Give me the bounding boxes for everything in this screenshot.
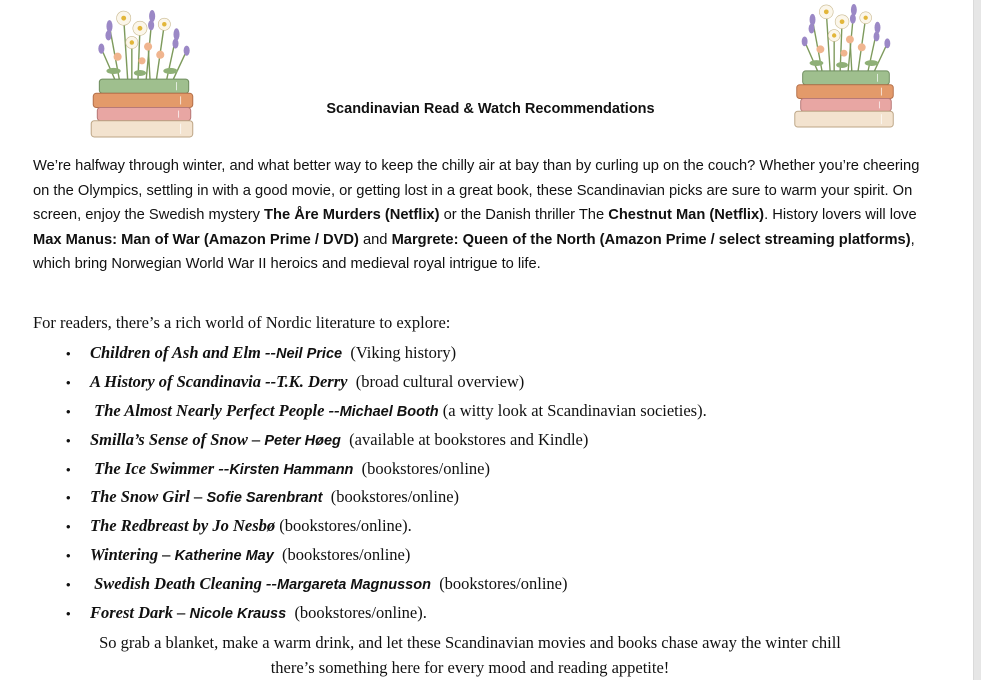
bullet-icon: • xyxy=(66,490,71,506)
book-title: The Almost Nearly Perfect People -- xyxy=(90,400,340,420)
bullet-icon: • xyxy=(66,519,71,535)
list-item xyxy=(66,368,707,397)
intro-text: We’re halfway through winter, and what better way to keep the chilly air at bay than by curling up on the couch? Whether you’re cheering on the Olympics, settling in with a good movie, or getting lost in a great book, these Scandinavian picks are sure to warm your spirit. On screen, enjoy the Swedish mystery xyxy=(33,158,920,224)
book-title: Children of Ash and Elm -- xyxy=(90,343,276,362)
list-item xyxy=(66,541,707,570)
book-note: (bookstores/online). xyxy=(275,516,412,536)
bullet-icon: • xyxy=(66,461,71,477)
book-note: (bookstores/online) xyxy=(430,574,568,594)
intro-paragraph xyxy=(33,154,933,277)
book-title: Swedish Death Cleaning -- xyxy=(90,574,278,594)
intro-text: . History lovers will love xyxy=(764,207,917,224)
book-author: Peter Høeg xyxy=(264,432,341,449)
book-title: The Ice Swimmer -- xyxy=(90,458,230,478)
list-item xyxy=(66,426,707,455)
bullet-icon: • xyxy=(66,374,71,390)
book-note: (a witty look at Scandinavian societies). xyxy=(438,400,707,420)
book-note: (bookstores/online). xyxy=(286,603,427,623)
book-stack-with-flowers-icon xyxy=(78,8,208,140)
intro-title-bold: Margrete: Queen of the North (Amazon Prime / select streaming platforms) xyxy=(391,231,911,248)
bullet-icon: • xyxy=(66,606,71,622)
bullet-icon: • xyxy=(66,548,71,564)
bullet-icon: • xyxy=(66,577,71,593)
book-author: Kirsten Hammann xyxy=(229,461,354,478)
intro-text: , which bring Norwegian World War II heroics and medieval royal intrigue to life. xyxy=(33,231,915,273)
bullet-icon: • xyxy=(66,403,71,419)
book-author: Nicole Krauss xyxy=(189,606,287,623)
list-item xyxy=(66,570,707,599)
intro-title-bold: The Åre Murders (Netflix) xyxy=(264,207,440,224)
page-title: Scandinavian Read & Watch Recommendations xyxy=(326,101,655,117)
book-note: (bookstores/online) xyxy=(322,487,460,507)
list-item xyxy=(66,512,707,541)
bullet-icon: • xyxy=(66,432,71,448)
book-title: Wintering – xyxy=(90,545,175,565)
list-item xyxy=(66,599,707,628)
closing-line: So grab a blanket, make a warm drink, and let these Scandinavian movies and books chase away the winter chill xyxy=(99,633,841,652)
book-title: Smilla’s Sense of Snow – xyxy=(90,429,265,449)
list-item xyxy=(66,339,707,368)
intro-title-bold: Max Manus: Man of War (Amazon Prime / DVD) xyxy=(33,231,359,248)
intro-text: and xyxy=(358,231,392,248)
scrollbar[interactable] xyxy=(973,0,981,680)
list-item xyxy=(66,483,707,512)
book-note: (Viking history) xyxy=(342,343,457,362)
book-author: Katherine May xyxy=(174,548,274,565)
bullet-icon: • xyxy=(66,346,71,361)
book-list xyxy=(66,339,707,628)
book-note: (bookstores/online) xyxy=(353,458,490,478)
book-author: Neil Price xyxy=(275,346,343,362)
book-note: (broad cultural overview) xyxy=(347,371,525,391)
book-author: Margareta Magnusson xyxy=(277,577,431,594)
intro-title-bold: Chestnut Man (Netflix) xyxy=(608,207,765,224)
book-author: Sofie Sarenbrant xyxy=(206,490,323,507)
closing-line: there’s something here for every mood and reading appetite! xyxy=(270,658,670,677)
closing-paragraph xyxy=(0,630,940,680)
book-title: The Redbreast by Jo Nesbø xyxy=(90,516,276,536)
list-item xyxy=(66,455,707,484)
book-title: Forest Dark – xyxy=(90,603,190,623)
book-title: The Snow Girl – xyxy=(90,487,207,507)
book-note: (available at bookstores and Kindle) xyxy=(340,429,589,449)
book-author: Michael Booth xyxy=(339,403,439,420)
book-title: A History of Scandinavia --T.K. Derry xyxy=(90,371,348,391)
intro-text: or the Danish thriller The xyxy=(439,207,609,224)
list-item xyxy=(66,397,707,426)
reading-lead: For readers, there’s a rich world of Nordic literature to explore: xyxy=(33,313,451,332)
book-note: (bookstores/online) xyxy=(273,545,411,565)
